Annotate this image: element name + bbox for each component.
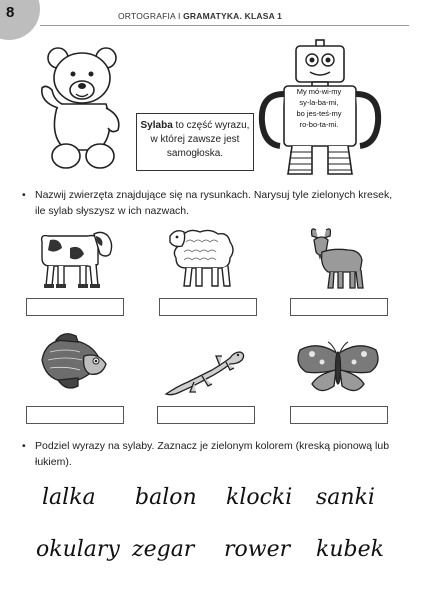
teddy-bear-icon [36, 44, 132, 172]
page-number: 8 [6, 4, 15, 21]
sheep-icon [168, 226, 248, 290]
robot-line: My mó-wi-my [296, 87, 342, 96]
handwritten-word: lalka [42, 485, 96, 510]
goat-icon [306, 226, 370, 292]
cow-icon [36, 228, 116, 290]
answer-box-cow[interactable] [26, 298, 124, 316]
handwritten-word: zegar [132, 537, 195, 562]
header-rule [40, 25, 409, 26]
header-title: GRAMATYKA. KLASA 1 [183, 11, 283, 21]
answer-box-goat[interactable] [290, 298, 388, 316]
task-1 [22, 187, 402, 219]
bullet: • [22, 189, 26, 201]
answer-box-sheep[interactable] [159, 298, 257, 316]
handwritten-word: klocki [226, 485, 293, 510]
handwritten-word: kubek [316, 537, 384, 562]
task-1-text: Nazwij zwierzęta znajdujące się na rysunkach. Narysuj tyle zielonych kresek, ile sylab słyszysz w ich nazwach. [35, 189, 393, 217]
handwritten-word: balon [135, 485, 197, 510]
handwritten-word: rower [224, 537, 291, 562]
butterfly-icon [294, 340, 382, 398]
answer-box-butterfly[interactable] [290, 406, 388, 424]
robot-line: ro-bo-ta-mi. [299, 120, 339, 129]
handwritten-word: okulary [36, 537, 120, 562]
syllable-definition-note [136, 113, 254, 171]
robot-speech [289, 86, 349, 130]
answer-box-lizard[interactable] [157, 406, 255, 424]
robot-line: sy-la-ba-mi, [299, 98, 339, 107]
note-term: Sylaba [140, 120, 173, 131]
bullet: • [22, 440, 26, 452]
lizard-icon [164, 346, 246, 398]
fish-icon [36, 330, 110, 394]
robot-line: bo jes-teś-my [296, 109, 342, 118]
page-number-badge [0, 0, 40, 40]
header-subject: ORTOGRAFIA I [118, 11, 184, 21]
answer-box-fish[interactable] [26, 406, 124, 424]
running-header [118, 11, 282, 21]
task-2 [22, 438, 402, 470]
task-2-text: Podziel wyrazy na sylaby. Zaznacz je zielonym kolorem (kreską pionową lub łukiem). [35, 440, 390, 468]
handwritten-word: sanki [316, 485, 375, 510]
note-text: to część wyrazu, w której zawsze jest samogłoska. [150, 120, 250, 159]
